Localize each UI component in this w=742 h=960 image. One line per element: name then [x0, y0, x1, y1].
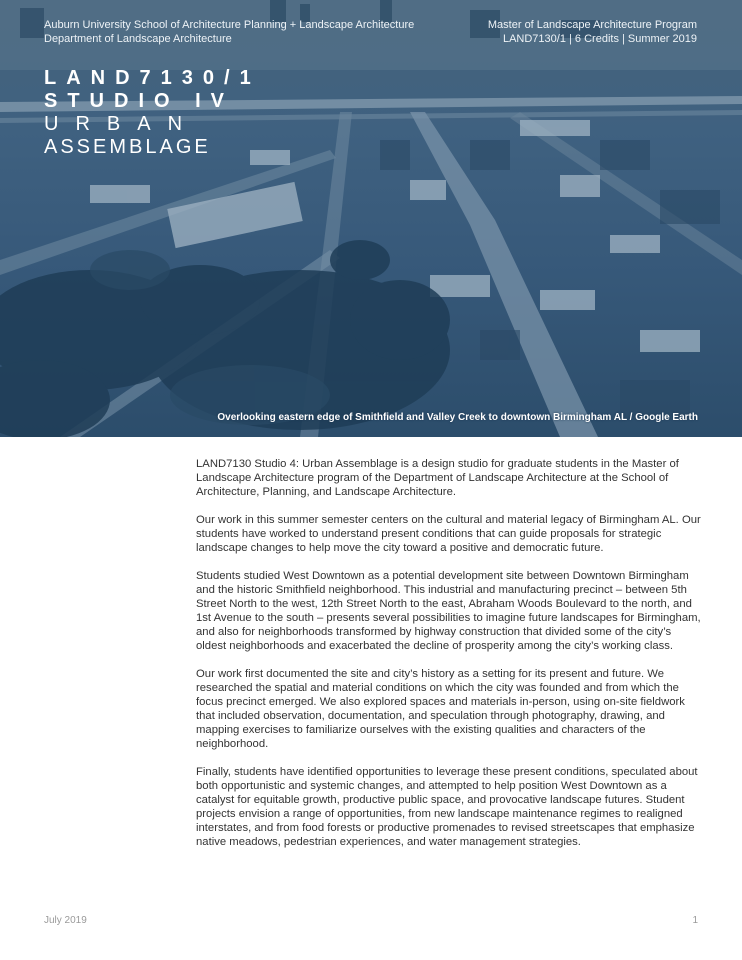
title-studio-number: STUDIO IV: [44, 90, 235, 112]
header-school: Auburn University School of Architecture Planning + Landscape Architecture: [44, 19, 415, 31]
aerial-city-illustration: [0, 0, 742, 437]
studio-title: [44, 67, 261, 159]
page-number: 1: [692, 915, 698, 926]
studio-description: [196, 457, 702, 863]
footer-date: July 2019: [44, 915, 87, 926]
paragraph-outcomes: Finally, students have identified opportunities to leverage these present conditions, speculated about both opportunistic and systemic changes, and attempted to help position West Downtown as a catalyst for equitable growth, productive public space, and provocative landscape futures. Student projects envision a range of opportunities, from new landscape maintenance regimes to realigned interstates, and from food forests or productive promenades to revised streetscapes that emphasize native meadows, pedestrian experiences, and water management strategies.: [196, 766, 698, 848]
title-course-code: LAND7130/1: [44, 67, 261, 89]
hero-aerial-photo: [0, 0, 742, 437]
paragraph-intro: LAND7130 Studio 4: Urban Assemblage is a design studio for graduate students in the Master of Landscape Architecture program of the Department of Landscape Architecture at the School of Architecture, Planning, and Landscape Architecture.: [196, 458, 679, 498]
header-program: [488, 18, 697, 46]
header-institution: [44, 18, 414, 46]
header-department: Department of Landscape Architecture: [44, 33, 232, 45]
paragraph-research: Our work first documented the site and city’s history as a setting for its present and future. We researched the spatial and material conditions on which the city was founded and from which the focus precinct emerged. We also explored spaces and materials in-person, using on-site fieldwork that included observation, documentation, and speculation through photography, drawing, and mapping exercises to familiarize ourselves with the existing qualities and characters of the neighborhood.: [196, 668, 685, 750]
header-course-info: LAND7130/1 | 6 Credits | Summer 2019: [502, 33, 697, 45]
photo-caption: Overlooking eastern edge of Smithfield and Valley Creek to downtown Birmingham AL / Google Earth: [217, 412, 698, 423]
paragraph-site: Students studied West Downtown as a potential development site between Downtown Birmingham and the historic Smithfield neighborhood. This industrial and manufacturing precinct – between 5th Street North to the west, 12th Street North to the east, Abraham Woods Boulevard to the north, and 1st Avenue to the south – presents several possibilities to imagine future landscapes for Birmingham, and also for neighborhoods transformed by highway construction that divided some of the city’s oldest neighborhoods and exacerbated the decline of prosperity among the city’s working class.: [196, 570, 701, 652]
paragraph-focus: Our work in this summer semester centers on the cultural and material legacy of Birmingham AL. Our students have worked to understand present conditions that can guide proposals for strategic landscape changes to help move the city toward a positive and democratic future.: [196, 514, 701, 554]
title-assemblage: ASSEMBLAGE: [44, 136, 211, 158]
header-program-name: Master of Landscape Architecture Program: [487, 19, 697, 31]
title-urban: URBAN: [44, 113, 200, 135]
